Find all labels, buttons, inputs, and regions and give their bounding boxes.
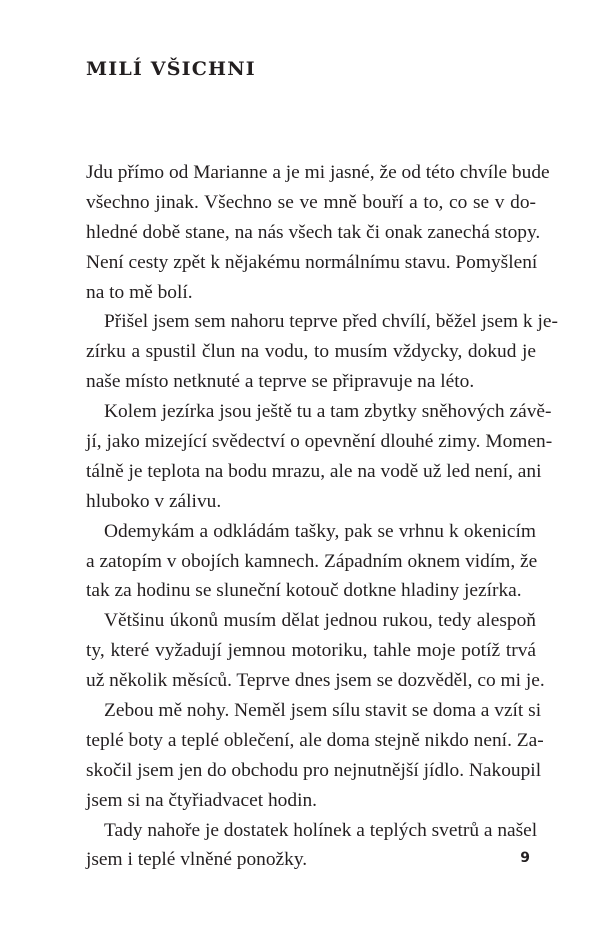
- text-line: už několik měsíců. Teprve dnes jsem se dozvěděl, co mi je.: [86, 670, 545, 692]
- text-line: a zatopím v obojích kamnech. Západním oknem vidím, že: [86, 550, 538, 572]
- text-line: Přišel jsem sem nahoru teprve před chvílí, běžel jsem k je-: [104, 311, 558, 333]
- paragraph: [86, 397, 553, 517]
- text-line: naše místo netknuté a teprve se připravuje na léto.: [86, 371, 475, 393]
- text-line: hluboko v zálivu.: [86, 490, 222, 512]
- text-line: tak za hodinu se sluneční kotouč dotkne hladiny jezírka.: [86, 580, 522, 602]
- text-line: jsem i teplé vlněné ponožky.: [86, 849, 308, 871]
- text-line: Tady nahoře je dostatek holínek a teplých svetrů a našel: [104, 819, 538, 841]
- paragraph: [86, 696, 544, 816]
- text-line: zírku a spustil člun na vodu, to musím vždycky, dokud je: [86, 341, 536, 363]
- chapter-title: MILÍ VŠICHNI: [86, 58, 256, 80]
- text-line: na to mě bolí.: [86, 281, 193, 303]
- paragraph: [86, 606, 545, 696]
- paragraph: [86, 158, 550, 307]
- paragraph: [86, 517, 536, 607]
- text-line: Jdu přímo od Marianne a je mi jasné, že od této chvíle bude: [86, 162, 550, 183]
- text-line: hledné době stane, na nás všech tak či onak zanechá stopy.: [86, 221, 541, 243]
- text-line: Není cesty zpět k nějakému normálnímu stavu. Pomyšlení: [86, 251, 538, 273]
- text-line: teplé boty a teplé oblečení, ale doma stejně nikdo není. Za-: [86, 729, 544, 751]
- text-line: Zebou mě nohy. Neměl jsem sílu stavit se doma a vzít si: [104, 700, 542, 722]
- body-text: [86, 158, 558, 875]
- text-line: jsem si na čtyřiadvacet hodin.: [86, 789, 318, 811]
- text-line: ty, které vyžadují jemnou motoriku, tahle moje potíž trvá: [86, 640, 536, 662]
- text-line: jí, jako mizející svědectví o opevnění dlouhé zimy. Momen-: [86, 431, 553, 453]
- text-line: skočil jsem jen do obchodu pro nejnutnější jídlo. Nakoupil: [86, 759, 542, 781]
- text-line: Odemykám a odkládám tašky, pak se vrhnu k okenicím: [104, 520, 536, 542]
- text-line: Většinu úkonů musím dělat jednou rukou, tedy alespoň: [104, 610, 536, 632]
- page-number: 9: [520, 850, 530, 866]
- paragraph: [86, 307, 558, 397]
- paragraph: [86, 816, 536, 876]
- text-line: tálně je teplota na bodu mrazu, ale na vodě už led není, ani: [86, 460, 542, 482]
- text-line: všechno jinak. Všechno se ve mně bouří a to, co se v do-: [86, 191, 536, 213]
- text-line: Kolem jezírka jsou ještě tu a tam zbytky sněhových závě-: [104, 401, 552, 423]
